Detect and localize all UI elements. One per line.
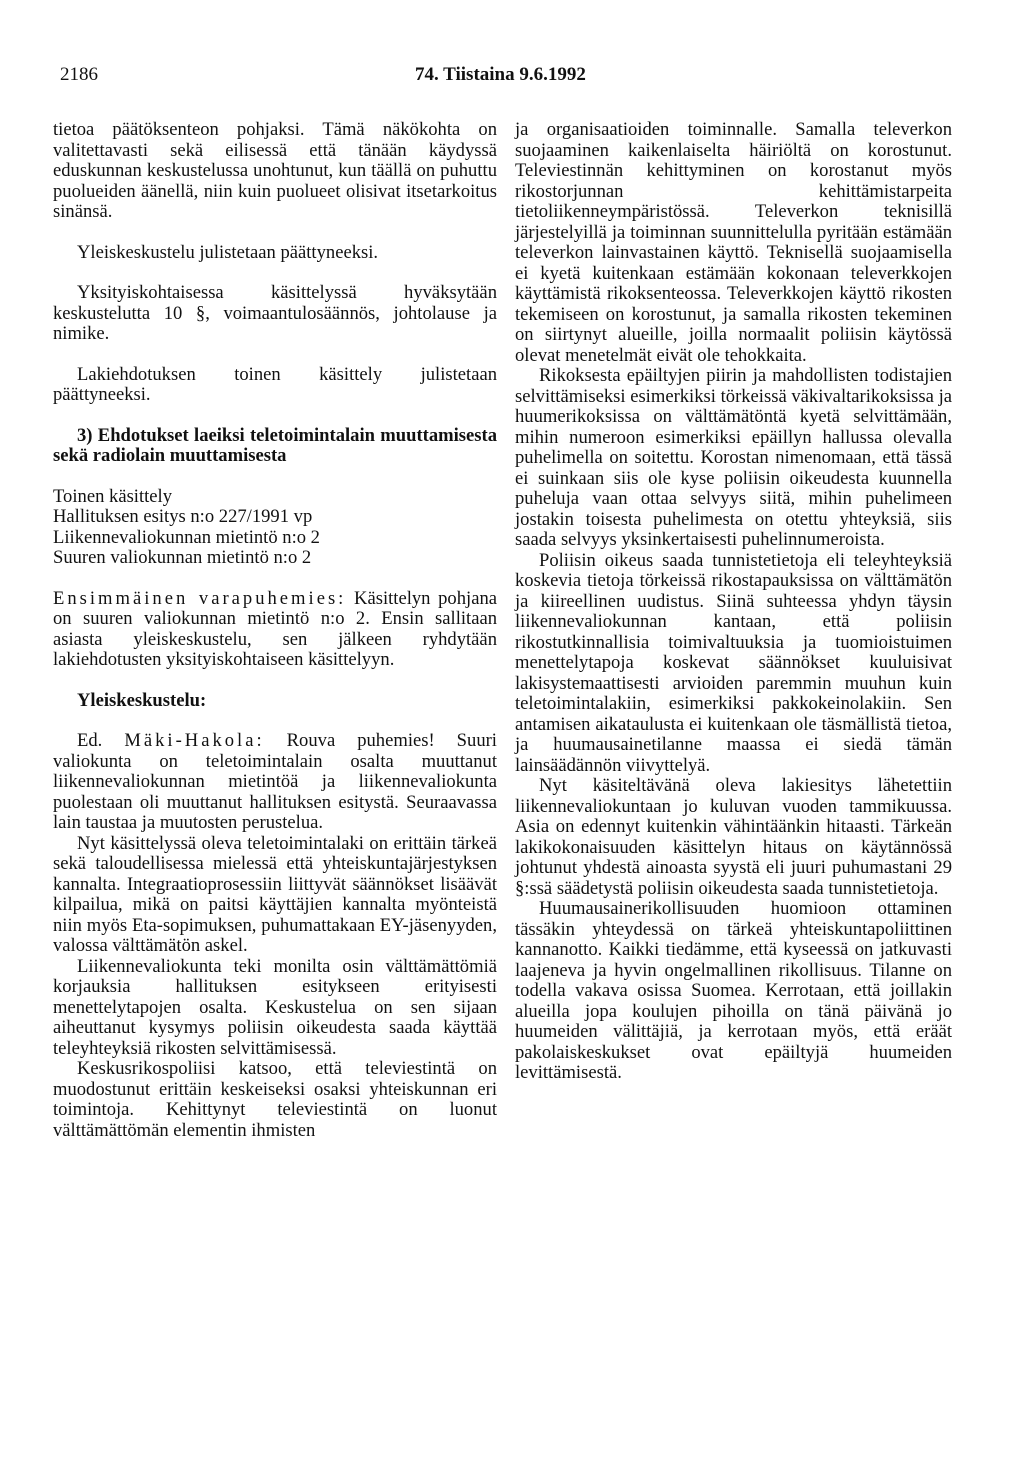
speech-paragraph: Nyt käsiteltävänä oleva lakiesitys lähetettiin liikennevaliokuntaan jo kuluvan vuoden tammikuussa. Asia on edennyt kuitenkin vähintäänkin hitaasti. Tärkeän lakikokonaisuuden käsittelyn hitaus on käytännössä johtunut yhdestä ainoasta syystä eli juuri puhumastani 29 §:ssä säädetystä poliisin oikeudesta saada tunnistetietoja. xyxy=(515,775,952,899)
speech-text: Rouva puhemies! Suuri valiokunta on teletoimintalain osalta muuttanut liikennevaliokunnan mietintöä ja liikennevaliokunta puolestaan oli muuttanut hallituksen esitystä. Seuraavassa lain taustaa ja muutosten perustelua. xyxy=(53,730,497,833)
paragraph-second-closed: Lakiehdotuksen toinen käsittely julistetaan päättyneeksi. xyxy=(53,363,497,405)
speech-prefix: Ed. xyxy=(77,730,103,751)
speech-paragraph: Poliisin oikeus saada tunnistetietoja eli teleyhteyksiä koskevia tietoja törkeissä rikostapauksissa on välttämätön ja kiireellinen uudistus. Siinä suhteessa yhdyn täysin liikennevaliokunnan kantaan, että poliisin rikostutkinnallisia toimivaltuuksia ja tuomioistuimen menettelytapoja koskevat säännökset kuuluisivat lakisystemaattisesti arvioiden paremmin muuhun kuin teletoimintalakiin, esimerkiksi pakkokeinolakiin. Sen antamisen aikataulusta ei kuitenkaan ole täsmällistä tietoa, ja huumausainetilanne maassa ei siedä tämän lainsäädännön viivyttelyä. xyxy=(515,549,952,776)
speech-paragraph: Nyt käsittelyssä oleva teletoimintalaki on erittäin tärkeä sekä taloudellisessa mielessä että yhteiskuntajärjestyksen kannalta. Integraatioprosessiin liittyvät säännökset lisäävät kilpailua, mikä on paitsi käyttäjien kannalta myönteistä niin myös Eta-sopimuksen, puhumattakaan EY-jäsenyyden, valossa välttämätön askel. xyxy=(53,832,497,956)
agenda-line: Suuren valiokunnan mietintö n:o 2 xyxy=(53,547,312,568)
page-number: 2186 xyxy=(60,64,98,85)
speaker-title: Ensimmäinen varapuhemies: xyxy=(53,587,347,609)
left-column xyxy=(53,120,497,1141)
speech-paragraph: Rikoksesta epäiltyjen piirin ja mahdollisten todistajien selvittämiseksi esimerkiksi törkeissä väkivaltarikoksissa ja huumerikoksissa on välttämätöntä kyetä selvittämään, mihin numeroon esimerkiksi epäillyn hallussa olevalla puhelimella on soitettu. Korostan nimenomaan, että tässä ei suinkaan siis ole kyse poliisin oikeudesta kuunnella puheluja vaan ottaa selvyys siitä, mihin puhelimeen jostakin toisesta puhelimesta on otettu yhteyksiä, siis saada selvyys yksinkertaisesti puhelinnumeroista. xyxy=(515,365,952,550)
speech-paragraph: Keskusrikospoliisi katsoo, että televiestintä on muodostunut erittäin keskeiseksi osaksi yhteiskunnan eri toimintoja. Kehittynyt televiestintä on luonut välttämättömän elementin ihmisten xyxy=(53,1058,497,1141)
speech-paragraph xyxy=(53,731,497,834)
paragraph-detailed: Yksityiskohtaisessa käsittelyssä hyväksytään keskustelutta 10 §, voimaantulosäännös, johtolause ja nimike. xyxy=(53,282,497,344)
speech-paragraph: Huumausainerikollisuuden huomioon ottaminen tässäkin yhteydessä on tärkeä yhteiskuntapoliittinen kannanotto. Kaikki tiedämme, että kyseessä on jatkuvasti laajeneva ja hyvin ongelmallinen rikollisuus. Tilanne on todella vakava osissa Suomea. Kerrotaan, että joillakin alueilla jopa koulujen pihoilla on tänä päivänä jo huumeiden välittäjiä, ja kerrotaan myös, että eräät pakolaiskeskukset ovat epäiltyjä huumeiden levittämisestä. xyxy=(515,898,952,1083)
agenda-item-title: 3) Ehdotukset laeiksi teletoimintalain muuttamisesta sekä radiolain muuttamisesta xyxy=(53,424,497,466)
agenda-line: Liikennevaliokunnan mietintö n:o 2 xyxy=(53,526,320,548)
session-header: 74. Tiistaina 9.6.1992 xyxy=(415,64,586,85)
right-column xyxy=(515,120,952,1084)
agenda-line: Hallituksen esitys n:o 227/1991 vp xyxy=(53,506,313,527)
chair-statement xyxy=(53,589,497,671)
general-discussion-heading: Yleiskeskustelu: xyxy=(77,689,207,711)
speaker-name: Mäki-Hakola: xyxy=(124,730,265,751)
speech-paragraph: Liikennevaliokunta teki monilta osin välttämättömiä korjauksia hallituksen esitykseen erityisesti menettelytapojen osalta. Keskustelua on sen sijaan aiheuttanut kysymys poliisin oikeudesta saada käyttää teleyhteyksiä rikosten selvittämisessä. xyxy=(53,955,497,1059)
agenda-details xyxy=(53,487,497,569)
speech-paragraph: ja organisaatioiden toiminnalle. Samalla televerkon suojaaminen kaikenlaiselta häiriöltä on korostunut. Televiestinnän kehittyminen on korostanut myös rikostorjunnan kehittämistarpeita tietoliikenneympäristössä. Televerkon teknisillä järjestelyillä ja toiminnan suunnittelulla pyritään estämään televerkon lainvastainen käyttö. Teknisellä suojaamisella ei kyetä kuitenkaan estämään kokonaan televerkkojen käyttämistä rikoksenteossa. Televerkkojen käyttö rikosten tekemiseen on korostunut, ja samalla rikosten tekeminen on siirtynyt alueille, joilla normaalit poliisin käytössä olevat menetelmät eivät ole tehokkaita. xyxy=(515,119,952,366)
paragraph-general-closed: Yleiskeskustelu julistetaan päättyneeksi. xyxy=(77,241,379,263)
chair-statement-text: Käsittelyn pohjana on suuren valiokunnan mietintö n:o 2. Ensin sallitaan asiasta yleiskeskustelu, sen jälkeen ryhdytään lakiehdotusten yksityiskohtaiseen käsittelyyn. xyxy=(53,587,497,670)
agenda-line: Toinen käsittely xyxy=(53,485,173,507)
paragraph-intro: tietoa päätöksenteon pohjaksi. Tämä näkökohta on valitettavasti sekä eilisessä että tänään käydyssä eduskunnan keskustelussa unohtunut, kun täällä on puhuttu puolueiden äänellä, niin kuin puolueet olisivat itsetarkoitus sinänsä. xyxy=(53,119,497,222)
